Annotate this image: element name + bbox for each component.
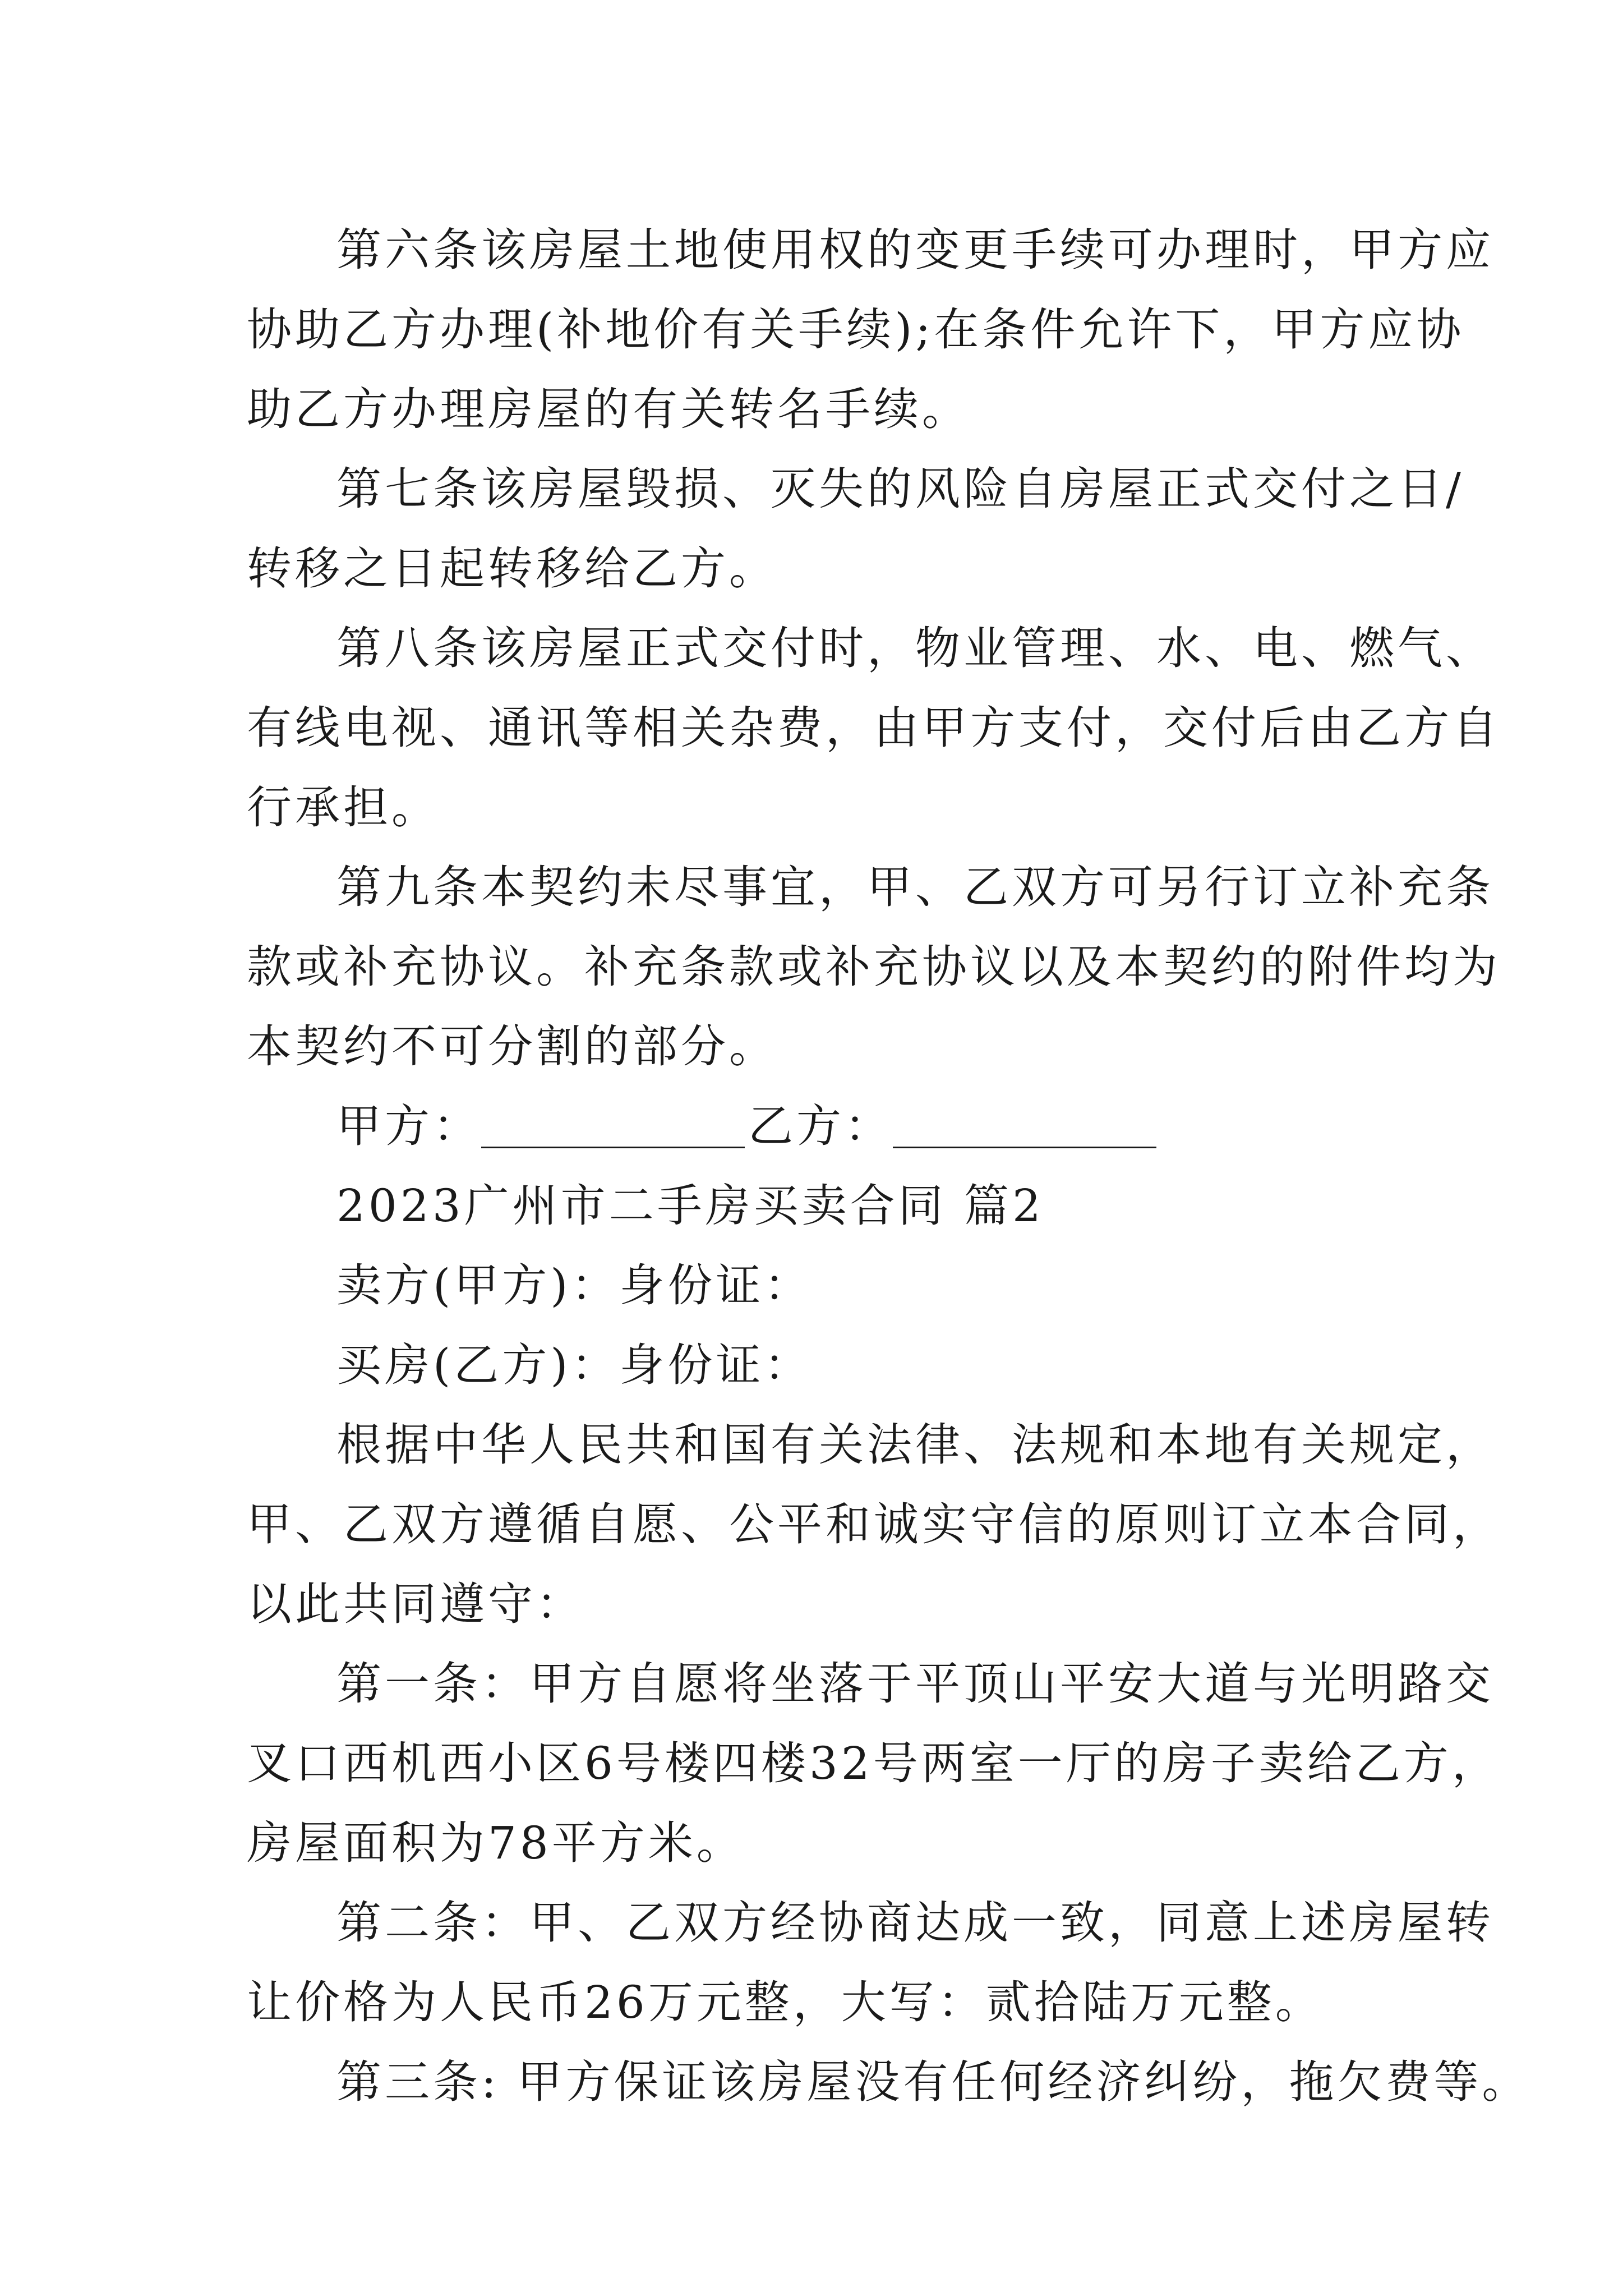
paragraph-line: 根据中华人民共和国有关法律、法规和本地有关规定， bbox=[336, 1419, 1494, 1471]
party-a-blank bbox=[481, 1102, 745, 1148]
paragraph-line: 让价格为人民币26万元整，大写：贰拾陆万元整。 bbox=[247, 1976, 1324, 2028]
paragraph-line: 行承担。 bbox=[247, 781, 440, 834]
paragraph-line: 房屋面积为78平方米。 bbox=[247, 1817, 745, 1869]
paragraph-line: 转移之日起转移给乙方。 bbox=[247, 542, 777, 595]
buyer-line: 买房(乙方)：身份证： bbox=[336, 1339, 813, 1391]
paragraph-line: 款或补充协议。补充条款或补充协议以及本契约的附件均为 bbox=[247, 941, 1501, 993]
paragraph-line: 助乙方办理房屋的有关转名手续。 bbox=[247, 383, 970, 435]
paragraph-line: 本契约不可分割的部分。 bbox=[247, 1020, 777, 1073]
paragraph-line: 有线电视、通讯等相关杂费，由甲方支付，交付后由乙方自 bbox=[247, 702, 1501, 754]
seller-line: 卖方(甲方)：身份证： bbox=[336, 1259, 813, 1312]
paragraph-line: 第三条: 甲方保证该房屋没有任何经济纠纷，拖欠费等。 bbox=[336, 2056, 1530, 2108]
contract-heading: 2023广州市二手房买卖合同 篇2 bbox=[336, 1180, 1044, 1232]
paragraph-line: 以此共同遵守： bbox=[247, 1578, 584, 1630]
paragraph-line: 甲、乙双方遵循自愿、公平和诚实守信的原则订立本合同， bbox=[247, 1498, 1501, 1550]
document-body bbox=[247, 210, 1530, 2122]
paragraph-line: 第一条：甲方自愿将坐落于平顶山平安大道与光明路交 bbox=[336, 1658, 1494, 1710]
party-b-label: 乙方： bbox=[748, 1100, 893, 1152]
party-a-label: 甲方： bbox=[336, 1100, 481, 1152]
signature-line bbox=[247, 1087, 1422, 1166]
party-b-blank bbox=[893, 1102, 1156, 1148]
paragraph-line: 第八条该房屋正式交付时，物业管理、水、电、燃气、 bbox=[336, 622, 1494, 674]
paragraph-line: 第二条：甲、乙双方经协商达成一致，同意上述房屋转 bbox=[336, 1897, 1494, 1949]
paragraph-line: 第七条该房屋毁损、灭失的风险自房屋正式交付之日/ bbox=[336, 463, 1464, 515]
paragraph-line: 叉口西机西小区6号楼四楼32号两室一厅的房子卖给乙方， bbox=[247, 1737, 1500, 1789]
paragraph-line: 协助乙方办理(补地价有关手续);在条件允许下，甲方应协 bbox=[247, 303, 1465, 356]
paragraph-line: 第九条本契约未尽事宜，甲、乙双方可另行订立补充条 bbox=[336, 861, 1494, 913]
paragraph-line: 第六条该房屋土地使用权的变更手续可办理时，甲方应 bbox=[336, 224, 1494, 276]
